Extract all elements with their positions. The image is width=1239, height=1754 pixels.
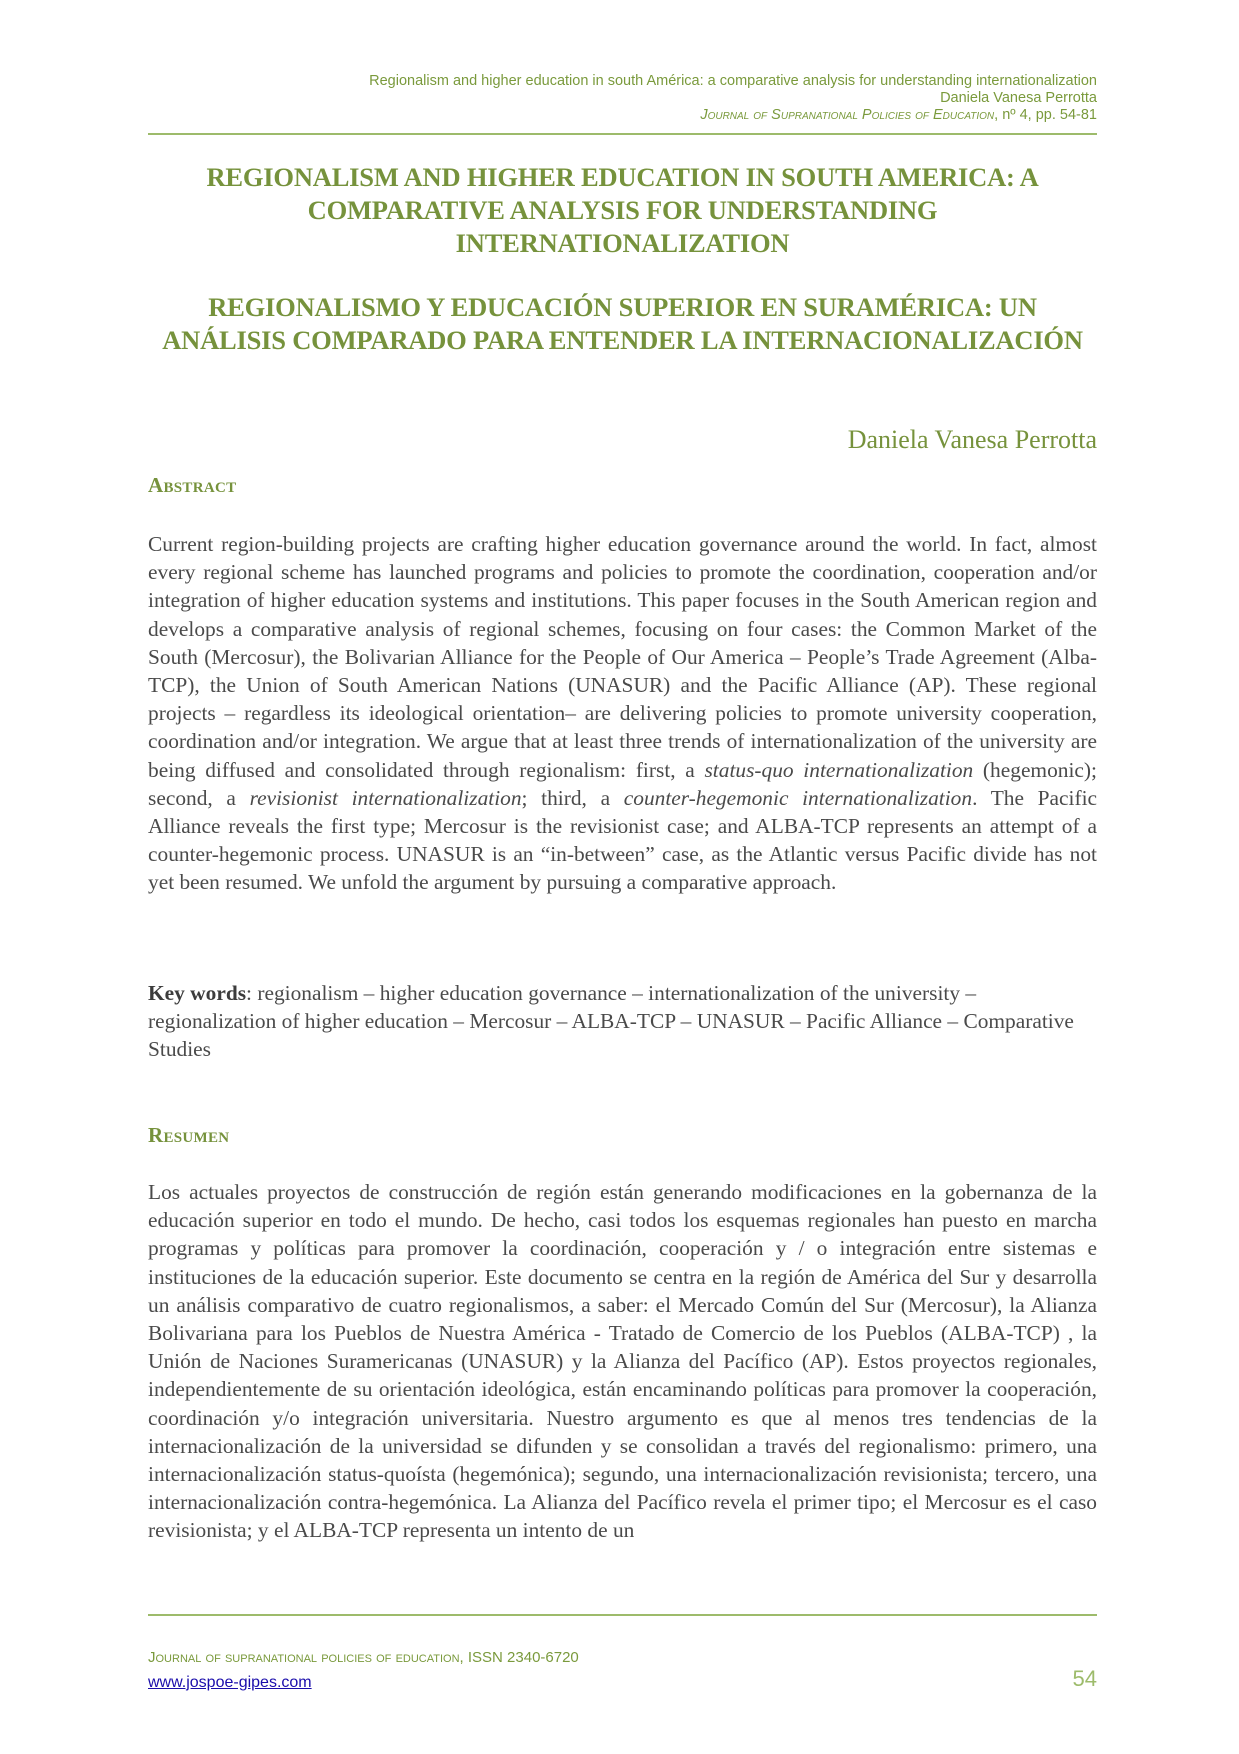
abstract-text-part: . The Pacific Alliance reveals the first type; Mercosur is the revisionist case; and ALBA-TCP represents an attempt of a counter-hegemonic process. UNASUR is an “in-between” case, as the Atlantic versus Pacific divide has not yet been resumed. We unfold the argument by pursuing a comparative approach. [148,785,1098,895]
title-english: REGIONALISM AND HIGHER EDUCATION IN SOUTH AMERICA: A COMPARATIVE ANALYSIS FOR UNDERSTANDING INTERNATIONALIZATION [206,162,1039,258]
resumen-text: Los actuales proyectos de construcción de región están generando modificaciones en la gobernanza de la educación superior en todo el mundo. De hecho, casi todos los esquemas regionales han puesto en marcha programas y políticas para promover la coordinación, cooperación y / o integración entre sistemas e instituciones de la educación superior. Este documento se centra en la región de América del Sur y desarrolla un análisis comparativo de cuatro regionalismos, a saber: el Mercado Común del Sur (Mercosur), la Alianza Bolivariana para los Pueblos de Nuestra América - Tratado de Comercio de los Pueblos (ALBA-TCP) , la Unión de Naciones Suramericanas (UNASUR) y la Alianza del Pacífico (AP). Estos proyectos regionales, independientemente de su orientación ideológica, están encaminando políticas para promover la cooperación, coordinación y/o integración universitaria. Nuestro argumento es que al menos tres tendencias de la internacionalización de la universidad se difunden y se consolidan a través del regionalismo: primero, una internacionalización status-quoísta (hegemónica); segundo, una internacionalización revisionista; tercero, una internacionalización contra-hegemónica. La Alianza del Pacífico revela el primer tipo; el Mercosur es el caso revisionista; y el ALBA-TCP representa un intento de un [148,1180,1097,1543]
abstract-italic-term: status-quo internationalization [704,757,974,782]
page-number: 54 [1072,1666,1097,1691]
journal-website-link[interactable]: www.jospoe-gipes.com [148,1674,312,1691]
running-header-issue: , nº 4, pp. 54-81 [994,107,1097,123]
abstract-italic-term: counter-hegemonic internationalization [623,785,973,810]
running-header-article-title: Regionalism and higher education in south América: a comparative analysis for understanding internationalization [369,73,1097,89]
abstract-italic-term: revisionist internationalization [249,785,522,810]
footer-journal: Journal of supranational policies of education, ISSN 2340-6720 [148,1649,579,1666]
running-header [148,73,1097,124]
running-header-journal [148,107,1097,124]
abstract-text-part: Current region-building projects are crafting higher education governance around the world. In fact, almost every regional scheme has launched programs and policies to promote the coordination, cooperation and/or integration of higher education systems and institutions. This paper focuses in the South American region and develops a comparative analysis of regional schemes, focusing on four cases: the Common Market of the South (Mercosur), the Bolivarian Alliance for the People of Our America – People’s Trade Agreement (Alba-TCP), the Union of South American Nations (UNASUR) and the Pacific Alliance (AP). These regional projects – regardless its ideological orientation– are delivering policies to promote university cooperation, coordination and/or integration. We argue that at least three trends of internationalization of the university are being diffused and consolidated through regionalism: first, a [148,532,1097,782]
running-header-journal-name: Journal of Supranational Policies of Education [700,107,995,123]
footer-divider [148,1614,1097,1616]
keywords [148,979,1097,1064]
abstract-text-part: (hegemonic); second, a [148,757,1097,810]
author-name: Daniela Vanesa Perrotta [847,425,1097,454]
resumen-heading: Resumen [148,1123,230,1147]
running-header-author: Daniela Vanesa Perrotta [940,90,1097,106]
header-divider [148,133,1097,135]
keywords-text: : regionalism – higher education governance – internationalization of the university – regionalization of higher education – Mercosur – ALBA-TCP – UNASUR – Pacific Alliance – Comparative Studies [148,981,1074,1062]
abstract-text-part: ; third, a [521,785,624,810]
title-spanish: REGIONALISMO Y EDUCACIÓN SUPERIOR EN SURAMÉRICA: UN ANÁLISIS COMPARADO PARA ENTENDER LA INTERNACIONALIZACIÓN [162,292,1083,355]
abstract-heading: Abstract [148,473,237,497]
abstract-text [148,530,1097,897]
keywords-label: Key words [148,981,247,1005]
